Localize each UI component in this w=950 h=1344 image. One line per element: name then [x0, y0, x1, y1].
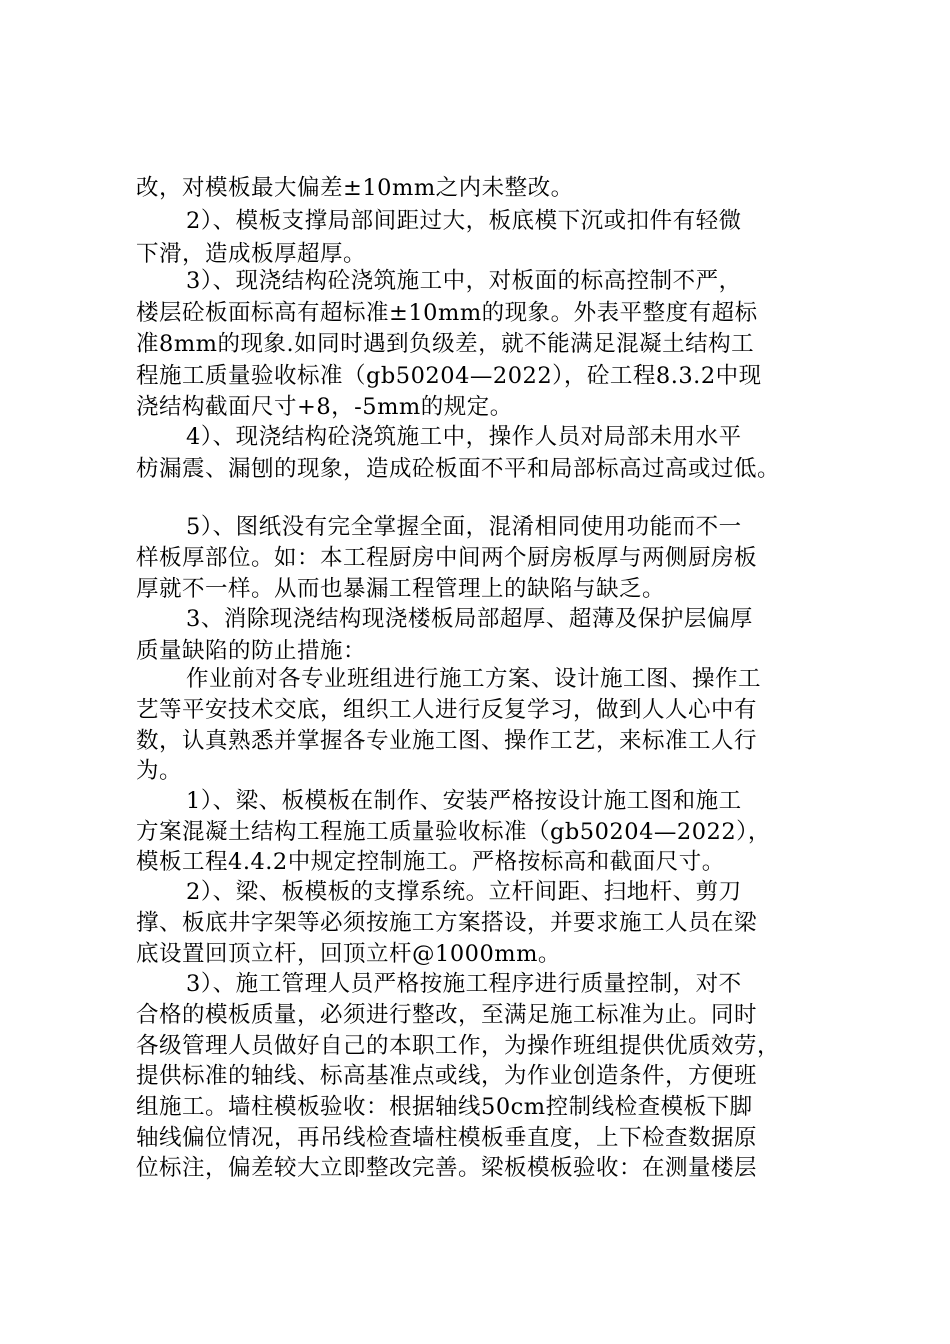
text-line: 轴线偏位情况，再吊线检查墙柱模板垂直度，上下检查数据原: [136, 1125, 758, 1151]
text-line: 浇结构截面尺寸+8，-5mm的规定。: [136, 394, 513, 420]
text-line: 楼层砼板面标高有超标准±10mm的现象。外表平整度有超标: [136, 300, 758, 326]
text-line: 合格的模板质量，必须进行整改，至满足施工标准为止。同时: [136, 1002, 758, 1028]
text-line: 样板厚部位。如：本工程厨房中间两个厨房板厚与两侧厨房板: [136, 545, 758, 571]
text-line: 2）、模板支撑局部间距过大，板底模下沉或扣件有轻微: [186, 208, 742, 234]
text-line: 3）、现浇结构砼浇筑施工中，对板面的标高控制不严，: [186, 268, 742, 294]
text-line: 位标注，偏差较大立即整改完善。梁板模板验收：在测量楼层: [136, 1155, 758, 1181]
text-line: 作业前对各专业班组进行施工方案、设计施工图、操作工: [186, 666, 762, 692]
text-line: 数，认真熟悉并掌握各专业施工图、操作工艺，来标准工人行: [136, 728, 758, 754]
text-line: 厚就不一样。从而也暴漏工程管理上的缺陷与缺乏。: [136, 576, 666, 602]
text-line: 底设置回顶立杆，回顶立杆@1000mm。: [136, 941, 561, 967]
text-line: 质量缺陷的防止措施：: [136, 638, 367, 664]
text-line: 程施工质量验收标准（gb50204—2022），砼工程8.3.2中现: [136, 363, 762, 389]
text-line: 5）、图纸没有完全掌握全面，混淆相同使用功能而不一: [186, 514, 742, 540]
text-line: 提供标准的轴线、标高基准点或线，为作业创造条件，方便班: [136, 1063, 758, 1089]
text-line: 3、消除现浇结构现浇楼板局部超厚、超薄及保护层偏厚: [186, 606, 753, 632]
text-line: 各级管理人员做好自己的本职工作，为操作班组提供优质效劳，: [136, 1033, 781, 1059]
text-line: 组施工。墙柱模板验收：根据轴线50cm控制线检查模板下脚: [136, 1094, 753, 1120]
text-line: 为。: [136, 758, 183, 784]
text-line: 艺等平安技术交底，组织工人进行反复学习，做到人人心中有: [136, 697, 758, 723]
text-line: 下滑，造成板厚超厚。: [136, 241, 367, 267]
text-line: 模板工程4.4.2中规定控制施工。严格按标高和截面尺寸。: [136, 849, 725, 875]
text-line: 1）、梁、板模板在制作、安装严格按设计施工图和施工: [186, 788, 742, 814]
text-line: 枋漏震、漏刨的现象，造成砼板面不平和局部标高过高或过低。: [136, 456, 781, 482]
text-line: 方案混凝土结构工程施工质量验收标准（gb50204—2022），: [136, 819, 771, 845]
text-line: 3）、施工管理人员严格按施工程序进行质量控制，对不: [186, 971, 742, 997]
text-line: 2）、梁、板模板的支撑系统。立杆间距、扫地杆、剪刀: [186, 879, 742, 905]
text-line: 准8mm的现象.如同时遇到负级差，就不能满足混凝土结构工: [136, 331, 755, 357]
text-line: 撑、板底井字架等必须按施工方案搭设，并要求施工人员在梁: [136, 910, 758, 936]
text-line: 4）、现浇结构砼浇筑施工中，操作人员对局部未用水平: [186, 424, 742, 450]
text-line: 改，对模板最大偏差±10mm之内未整改。: [136, 175, 574, 201]
